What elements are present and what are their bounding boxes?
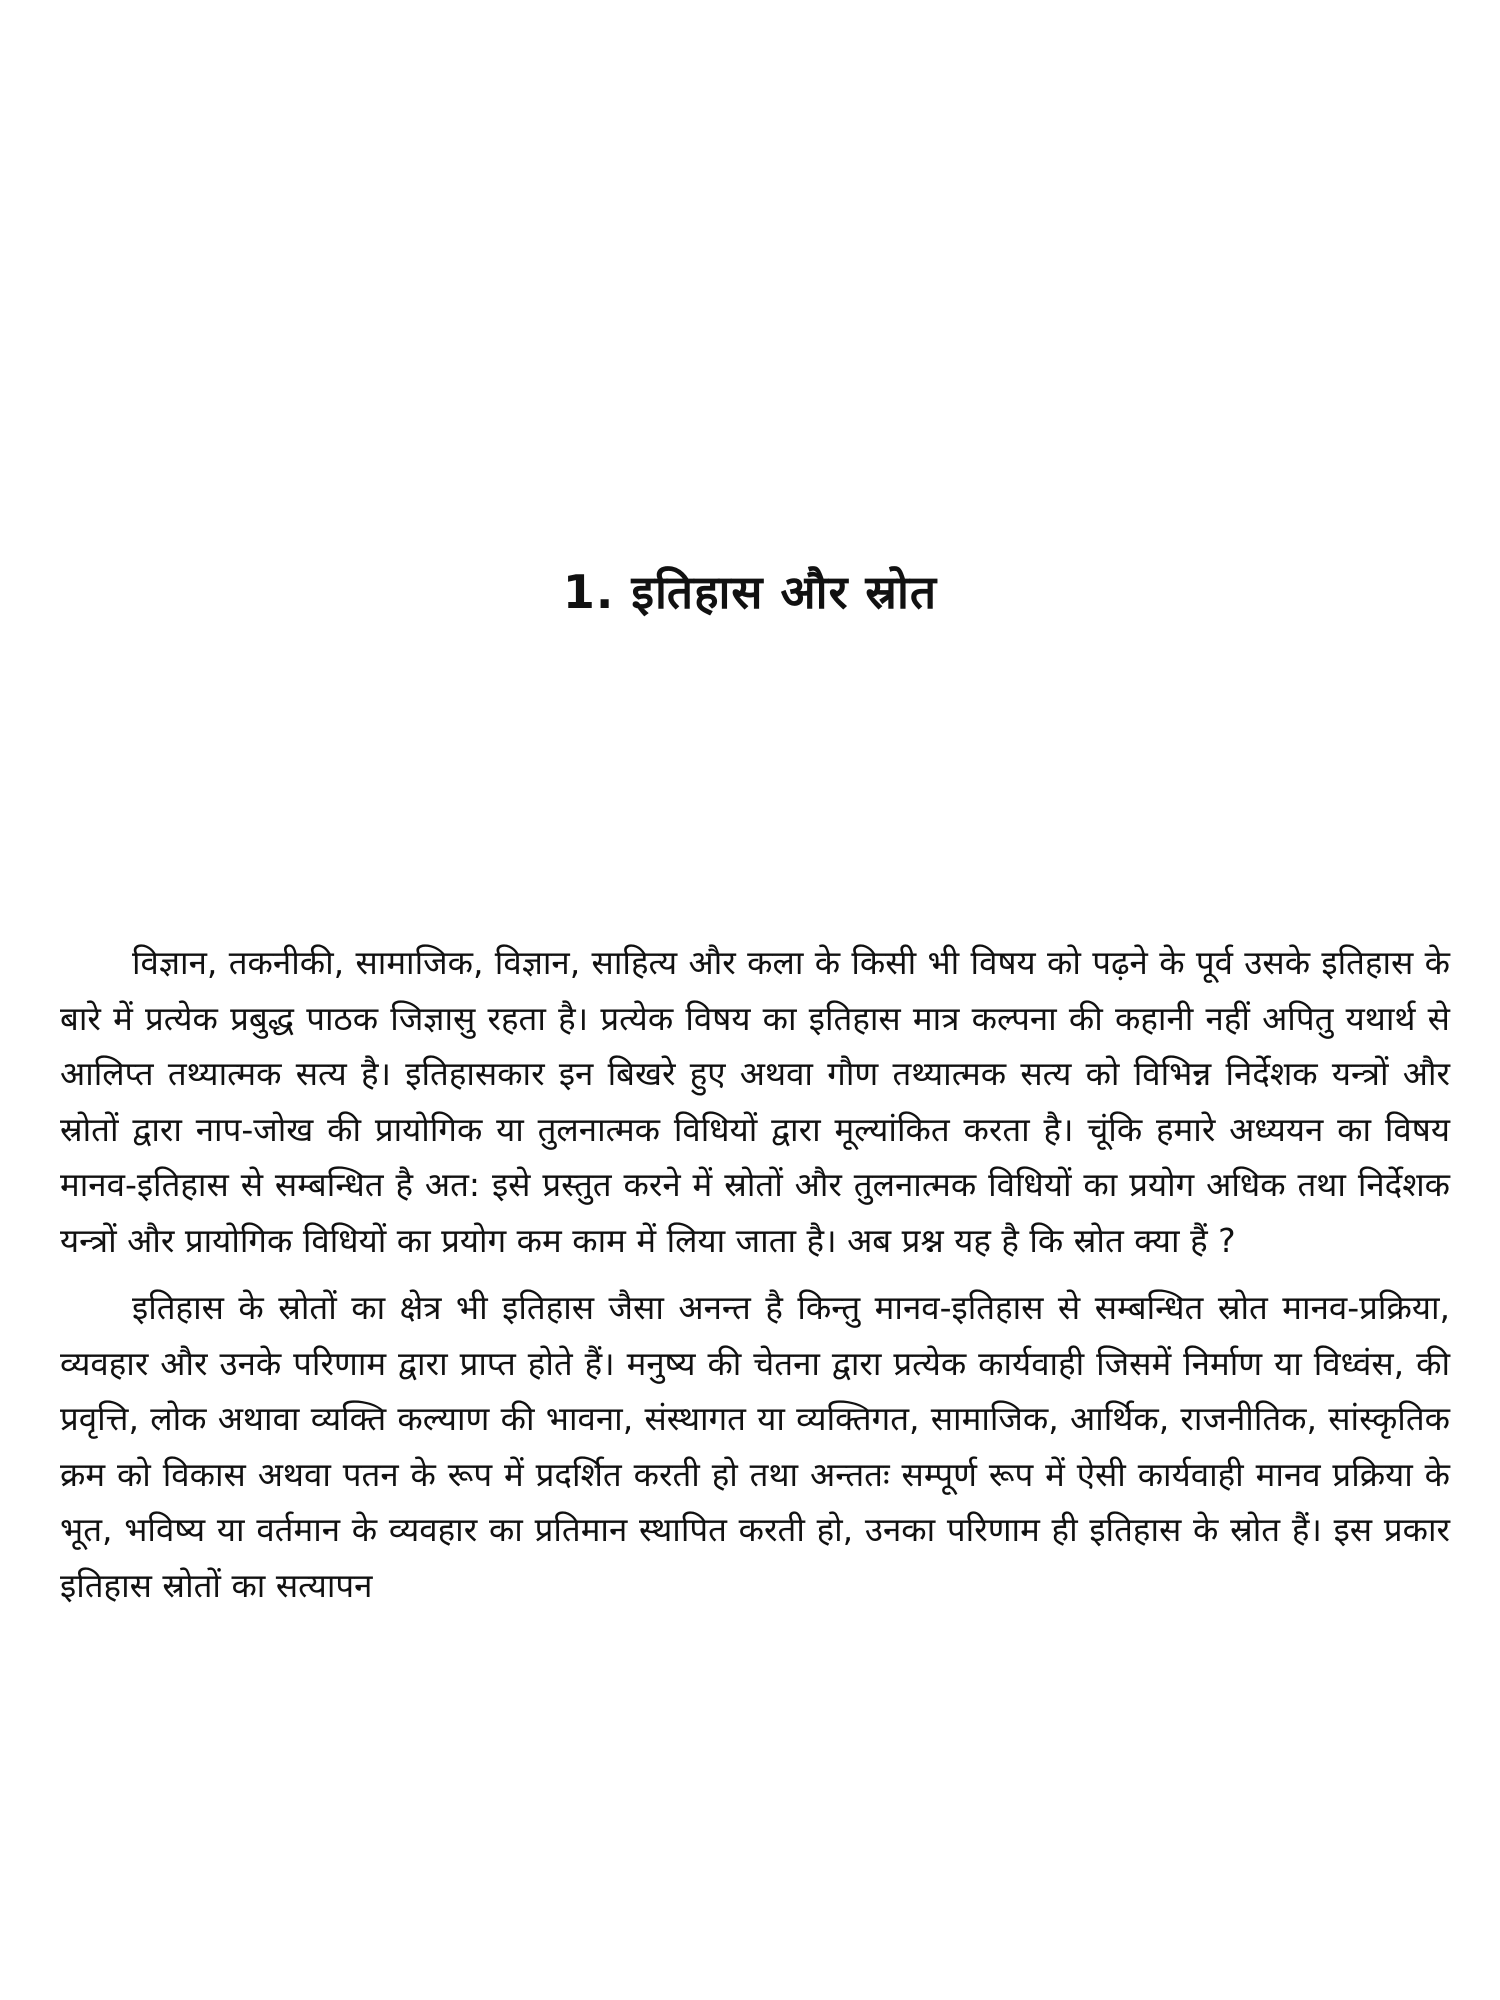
paragraph: विज्ञान, तकनीकी, सामाजिक, विज्ञान, साहित्य और कला के किसी भी विषय को पढ़ने के पूर्व उसके इतिहास के बारे में प्रत्येक प्रबुद्ध पाठक जिज्ञासु रहता है। प्रत्येक विषय का इतिहास मात्र कल्पना की कहानी नहीं अपितु यथार्थ से आलिप्त तथ्यात्मक सत्य है। इतिहासकार इन बिखरे हुए अथवा गौण तथ्यात्मक सत्य को विभिन्न निर्देशक यन्त्रों और स्रोतों द्वारा नाप-जोख की प्रायोगिक या तुलनात्मक विधियों द्वारा मूल्यांकित करता है। चूंकि हमारे अध्ययन का विषय मानव-इतिहास से सम्बन्धित है अत: इसे प्रस्तुत करने में स्रोतों और तुलनात्मक विधियों का प्रयोग अधिक तथा निर्देशक यन्त्रों और प्रायोगिक विधियों का प्रयोग कम काम में लिया जाता है। अब प्रश्न यह है कि स्रोत क्या हैं ? [60,943,1451,1260]
paragraph: इतिहास के स्रोतों का क्षेत्र भी इतिहास जैसा अनन्त है किन्तु मानव-इतिहास से सम्बन्धित स्रोत मानव-प्रक्रिया, व्यवहार और उनके परिणाम द्वारा प्राप्त होते हैं। मनुष्य की चेतना द्वारा प्रत्येक कार्यवाही जिसमें निर्माण या विध्वंस, की प्रवृत्ति, लोक अथावा व्यक्ति कल्याण की भावना, संस्थागत या व्यक्तिगत, सामाजिक, आर्थिक, राजनीतिक, सांस्कृतिक क्रम को विकास अथवा पतन के रूप में प्रदर्शित करती हो तथा अन्ततः सम्पूर्ण रूप में ऐसी कार्यवाही मानव प्रक्रिया के भूत, भविष्य या वर्तमान के व्यवहार का प्रतिमान स्थापित करती हो, उनका परिणाम ही इतिहास के स्रोत हैं। इस प्रकार इतिहास स्रोतों का सत्यापन [60,1288,1450,1605]
chapter-title: 1. इतिहास और स्रोत [562,565,938,619]
chapter-body [60,935,1450,1625]
